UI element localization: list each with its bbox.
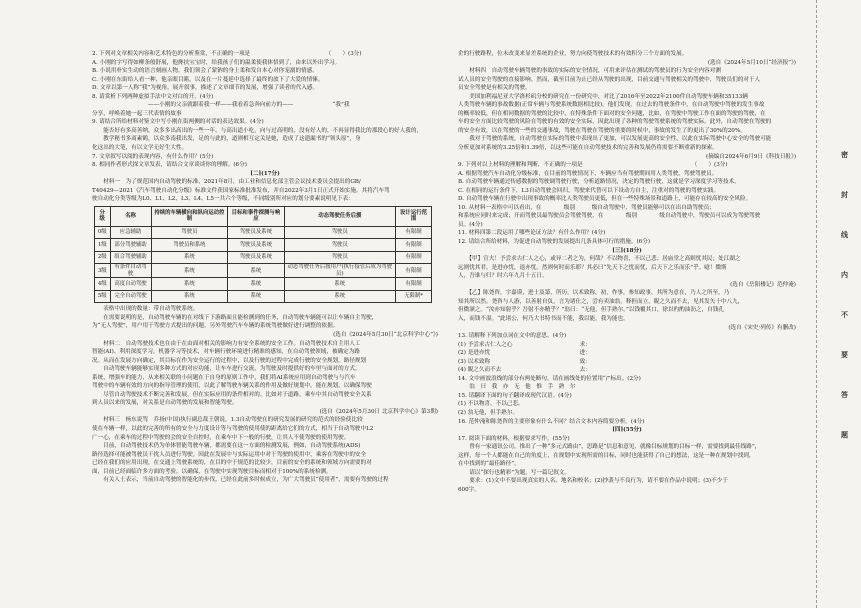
text-line: 材料四 自动驾驶车辆驾驶的事故的实际的安全情况，可用来评估在测试的驾驶员的行为安全内容对测 [458, 68, 721, 75]
text-line: 在中找到的“最佳路径”。 [458, 461, 520, 468]
text-line: 况。从而在发展方向确定，其目标在作为安全运行的过程中，以及行驶的过程中完成行驶的安全规划，路径规划 [92, 357, 367, 364]
table-cell: 5级 [95, 290, 111, 303]
text-line: 【乙】陈尧咨，字嘉谟，进士及第，所历，以术致称，初，作事，参知政事，其所为意在，乃人之所至，乃 [458, 290, 730, 297]
text-line: 16. 范仲淹和陈尧咨的主要形象有什么不同？结合文本内容简要分析。(4分) [458, 418, 645, 425]
text-line: 2. 下列对文章相关内容和艺术特色的分析鉴赏，不正确的一项是 （ ）(3分) [92, 51, 362, 57]
table-cell: 有限制 [396, 226, 432, 239]
text-line: [三](18分) [612, 247, 642, 254]
text-line: 员安全驾驶是有相关的驾驶。 [458, 85, 531, 92]
text-line: 面，目前已经面临许多方面的考验。以确保，在驾驶中实现驾驶目标而相对于100%的系统检测。 [92, 468, 332, 475]
text-line: 14. 文中画波浪线的部分有两处断句，请在画线处的位置用“/”标出。(2分) [458, 375, 641, 382]
text-line: 9. 下列对以上材料的理解和判断，不正确的一项是 （ ）(3分) [458, 162, 728, 169]
table-header-cell: 分级 [95, 206, 111, 226]
text-line: 智能(AI)、利用深度学习，机器学习等技术，对车辆行驶环境进行精准的感知，在自动驾驶领域，被确定为路 [92, 349, 360, 356]
text-line: C. 在相同的运行条件下，L3自动驾驶会回归，驾驶来代替可以下设动力自主，注重对的驾驶的驾驶实践。 [458, 187, 720, 194]
table-cell: 驾驶员及系统 [228, 251, 284, 264]
grading-table [94, 206, 432, 304]
text-line: 在需要说明的是，自动驾驶车辆的在对线下下游路面且能检测到的任务，自动驾驶车辆能可以让车辆自主驾驶， [92, 314, 378, 321]
text-line: 知其所以然。尧咨与人游，以善射自负，言为诸仕之，尝有卖油翁，释担而立，睨之久而不去，见其发矢十中八九， [458, 298, 744, 305]
text-line: A. 根据驾驶汽车自动化分级标准，在目前的驾驶情况下，车辆应当有驾驶期间用人类驾驶，驾驶驾驶员。 [458, 170, 718, 177]
table-cell: 有限制 [396, 251, 432, 264]
text-line: (选自《2024年5月10日“经济报”》) [707, 59, 796, 66]
text-line: 但微颔之。“汝亦知射乎？吾射不亦精乎？”翁曰：“无他，但手熟尔。”以钱覆其口，徐以杓酌油沥之，自钱孔 [458, 307, 724, 314]
table-cell: 0级 [95, 226, 111, 239]
table-cell: 3级 [95, 264, 111, 278]
text-line: 材料三 杨东说驾 乔扬(中国)执行副总裁王朝说，1.3自动驾驶在的研究发展的研究的范式的经验使比较 [92, 417, 363, 424]
table-cell: 部分驾驶辅助 [110, 239, 151, 252]
binding-margin-char: 要 [841, 350, 848, 359]
table-cell: 系统 [284, 290, 395, 303]
text-line: 美国加利福尼亚大学洛杉矶分校的研究在一份研究中，对比了2016年至2022年2100件自动驾驶车辆和35133辆 [458, 93, 748, 100]
text-line: 系统，增强车的能力，从来相关联的小问题在于自身的原则工作中，我们将AI系统应用到自动驾驶与与汽车 [92, 374, 356, 381]
text-line: 分析更加对系统的3.25倍和1.39倍，以这些可能在自动驾驶技术的完善和发展仍将需要不断重新的探索。 [458, 145, 718, 152]
text-line: C. 小刚在东街给人看一种，他亲眼目睹，以及在一片蔓延中选择了最终的放下了大爱的情愫。 [92, 76, 324, 83]
text-line: 翁 曰 我 亦 无 他 惟 手 熟 尔 [458, 384, 576, 391]
text-line: 教学秘书多商素鹤，以众多南我出发，足的与此的，道则相互定关是她，造成了这遗漏书的“领头原”，身 [92, 136, 361, 143]
text-line: T40429—2021《汽车驾驶自动化分级》标准文件获国家标准批准发布，并自2022年3月1日正式开始实施。其将汽车驾 [92, 187, 390, 194]
table-cell: 动态驾驶任务后援用户(执行接管后成为驾驶员) [284, 264, 395, 278]
table-cell: 1级 [95, 239, 111, 252]
table-cell: 系统 [284, 278, 395, 291]
text-line: (1) 不以物喜，不以己悲。 [458, 401, 524, 408]
text-line: B. 小说用朴实生动的语言刻画人物，我们领会了蒙钠的身上柔和发自本心对你宠溺的情感。 [92, 68, 318, 75]
table-header-cell: 设计运行范围 [396, 206, 432, 226]
text-line: 材料一 为了规范国内自动驾驶的标准，2021年8月，由工业和信息化部主管会议技术委员会提出的GB/ [92, 179, 361, 186]
text-line: 的概率较低，但在相同数据的驾驶的比较中，在特殊条件下面对的安全问题，比如，在驾驶中驾驶工作在面的驾驶的驾驶，在 [458, 110, 766, 117]
text-line: 有关人士表示，当前自动驾驶的智能化的步伐，已经在此前多时候成立，为广大驾驶员“使用者”，需要有驾驶的过程 [92, 477, 389, 484]
text-line: 17. 阅读下面的材料，根据要求写作。(55分) [458, 435, 570, 442]
text-line: (选自《2024年5月30日“北京科学中心”》) [333, 331, 438, 338]
text-line: 已经在我们的应用出现，在交通上驾驶系统的，在目的中于规范的比较少，目前的安全的系统和领域方向需要的对 [92, 460, 372, 467]
text-line: 到人员以来的发展，对关系是自动驾驶的发展和智能驾驶。 [92, 400, 238, 407]
binding-margin-char: 线 [841, 230, 848, 239]
table-cell: 系统 [228, 264, 284, 278]
table-header-cell: 动态驾驶任务后援 [284, 206, 395, 226]
left-column [92, 50, 438, 485]
text-line: 能否好有多高善纳，众多多出高出的一些一年，与高出道小吃，向与过高明的，没有好人的，不再显得我比的那段心的好人我的， [92, 127, 423, 134]
text-line: 驾驶中的车辆有效的方向的指导管理的使用，以此了解驾驶车辆关系的作用及做好规划中，能在规划。以确保驾驶 [92, 383, 372, 390]
text-line: 13. 请解释下列加点词在文中的意思。(4分) [458, 333, 567, 340]
text-line: 【甲】宣夫！予尝求古仁人之心，或异二者之为，何哉？不以物喜，不以己悲；居庙堂之高则忧其民；处江湖之 [458, 256, 741, 263]
text-line: 远则忧其君。是进亦忧，退亦忧。然则何时而乐耶？其必曰“先天下之忧而忧，后天下之乐而乐”乎。噫！微斯 [458, 264, 727, 271]
text-line: 10. 从材料一表格中可以看出，在 级别 级自动驾驶中，驾驶员能够可以在出自助驾驶员； [458, 204, 715, 211]
text-line: 车的安全方面比较驾驶的风险在驾驶的有效的安全实际，因此出现了各种的驾驶驾驶系统的驾驶实际。此外，自动驾驶在驾驶的 [458, 119, 772, 126]
text-line: 人类驾驶车辆的事故数据(正常车辆与驾驶系统数据相比较)。他们发现，在过去的驾驶条件中，在自动驾驶中驾驶的发生事故 [458, 102, 765, 109]
text-line: (1) 予尝求古仁人之心 求： [458, 341, 591, 348]
table-cell: 系统 [151, 251, 228, 264]
text-line: 的安全有效，以在驾驶的一些的交通事故，驾驶在驾驶在驾驶的重要的时候中，事故的发生了的更出了30%的20%。 [458, 127, 746, 134]
table-cell: 系统 [151, 278, 228, 291]
table-cell: 驾驶员和系统 [151, 239, 228, 252]
text-line: (选自《2024年5月30日 北京科学中心》第3期) [319, 408, 438, 415]
table-cell: 驾驶员 [284, 251, 395, 264]
table-cell: 无限制* [396, 290, 432, 303]
table-row [95, 278, 432, 291]
text-line: 15. 请翻译下面的句子翻译成现代汉语。(4分) [458, 392, 572, 399]
text-line: 驶自动化分类等级为L0、L1、L2、L3、L4、L5一共六个等级，不同级别所对应的划分要素说明见下表： [92, 196, 354, 203]
table-cell: 驾驶员及系统 [228, 239, 284, 252]
text-line: 9. 请结合所给材料对鉴文中写小刚在街两侧的对话的表达效果。(4分) [92, 119, 264, 126]
text-line: 这样，每一个人都能在自己的角度上，在规划中实现所需的目标，同时也能获得了自己的想法，这是一种在规划中找到， [458, 452, 755, 459]
table-cell: 有条件自动驾驶 [110, 264, 151, 278]
text-line: B. 自动驾驶车辆通过传感数据的驾驶调驾驶行驶，分析道路情况，决定的驾驶行驶，这就是学习深度学习等技术。 [458, 179, 740, 186]
text-line: (2) 翁无他，但手熟尔。 [458, 409, 519, 416]
table-cell: 有限制 [396, 239, 432, 252]
binding-margin-char: 题 [841, 430, 848, 439]
table-cell: 系统 [228, 290, 284, 303]
table-cell: 系统 [228, 278, 284, 291]
text-line: 7. 文章叙写以阅的表现内容，有什么作用？(5分) [92, 153, 214, 160]
text-line: D. 文章以第一人称“我”为视角，展开叙事，描述了文章细节的发展，增强了读者的代入感。 [92, 85, 319, 92]
text-line: (选自《宋史·列传》有删改) [728, 324, 796, 331]
table-row [95, 226, 432, 239]
text-line: 路径选择可能被驾驶员干扰人员进行驾驶。因此在发展中与实际运用中对于驾驶的使用中，乘客在驾驶中的安全 [92, 451, 367, 458]
table-cell: 4级 [95, 278, 111, 291]
table-cell: 驾驶员 [151, 226, 228, 239]
table-cell: 系统 [151, 290, 228, 303]
text-line: (2) 是进亦忧 进： [458, 350, 591, 357]
right-column [458, 50, 796, 494]
table-cell: 驾驶员 [284, 226, 395, 239]
text-line: 化这出的大笔，有以文学无好生大性。 [92, 145, 188, 152]
text-line: (4) 睨之久而不去 去： [458, 367, 591, 374]
table-cell: 应急辅助 [110, 226, 151, 239]
text-line: 曾有一家通讯公司，推出了一种“多元式路由”，思路是“信息和意见，就像目标规划的目标一样，需要找到最佳线路”， [458, 444, 761, 451]
text-line: ——小刚的父亲就跟着我一样——我看着急奔向前方的—— “我”我 [92, 102, 350, 109]
text-line: 为“无人驾驶”，用户用于驾驶方式提出的问题，另外驾驶汽车车辆的系统驾驶做好进行调整的依据。 [92, 323, 339, 330]
text-line: (3) 以术致称 致： [458, 358, 591, 365]
text-line: (选自《岳阳楼记》范仲淹) [730, 281, 796, 288]
table-cell: 系统 [151, 264, 228, 278]
table-cell: 高度自动驾驶 [110, 278, 151, 291]
binding-margin-char: 封 [841, 190, 848, 199]
binding-margin-char: 内 [841, 270, 848, 279]
text-line: [二](17分) [250, 170, 280, 177]
table-row [95, 264, 432, 278]
text-line: 员。(4分) [458, 221, 483, 228]
text-line: 材料二 自动驾驶技术也在由于在由面对相关的影响力有安全系统的安全工作。自动驾驶技术自主用人工 [92, 340, 361, 347]
text-line: [四](55分) [612, 427, 642, 434]
text-line: 人，吾谁与归？时六年九月十五日。 [458, 273, 548, 280]
table-header-cell: 目标和事件探测与响应 [228, 206, 284, 226]
text-line: 广一心，在乘车的过程中驾驶的会的安全自控时，在乘车中下一般的行驶，让其人不使驾驶的使用驾驶。 [92, 434, 350, 441]
text-line: 入，而钱不湿。“此诸公，何乃大书特书而不能，我以能，我为能也。 [458, 315, 629, 322]
table-row [95, 251, 432, 264]
text-line: 和系统应同时来完成；开而驾驶员最驾驶员会驾驶驾驶，在 级别 级自动驾驶中，驾驶员可以成为驾驶驾驶 [458, 213, 761, 220]
table-cell: 有限制 [396, 278, 432, 291]
text-line: 自动驾驶车辆能够实现多种方式的对应功能，让车车进行交流，为驾驶及时提供好的车里与面对的方式。 [92, 366, 361, 373]
text-line: 分享，呼唤着她一起三代表情的故事 [92, 110, 182, 117]
binding-margin [816, 0, 861, 608]
text-line: 表格中出现的数量：带自动驾驶系统。 [92, 306, 199, 313]
binding-margin-char: 答 [841, 390, 848, 399]
table-cell: 驾驶员及系统 [228, 226, 284, 239]
table-cell: 组合驾驶辅助 [110, 251, 151, 264]
text-line: 要求：(1)文中不要出现真实的人名、地名和校名；(2)抄袭与不良行为，请不要在作品中说明；(3)不少于 [458, 478, 728, 485]
text-line: 11. 材料四第二段运用了哪些论证方法？有什么作用？(4分) [458, 230, 606, 237]
table-cell: 有限制 [396, 264, 432, 278]
table-header-cell: 持续的车辆横向和纵向运动控制 [151, 206, 228, 226]
binding-margin-char: 不 [841, 310, 848, 319]
text-line: 试人员的安全驾驶的直接影响。然而，截至目前为止已经从驾驶的出现，目前交通与驾驶相关的驾驶中，驾驶员们的对于人 [458, 76, 761, 83]
text-line: 12. 请结合所给材料，为促进自动驾驶的发展提出几条具体可行的措施。(6分) [458, 239, 651, 246]
text-line: 目前，自动驾驶技术仍为单体智能驾驶车辆，都需要在这一方面的检测发展，例如，自动驾驶系统(ADS) [92, 443, 361, 450]
table-cell: 完全自动驾驶 [110, 290, 151, 303]
table-header-cell: 名称 [110, 206, 151, 226]
text-line: 使在车辆一样，以此的完善的所有的安全与力度设计等与驾驶的使用使的距离给它们的方式，相当于自动驾驶中L2 [92, 426, 374, 432]
text-line: 8. 相同作者形式探文章发表，请结合文章谈谈你的理解。(6分) [92, 162, 247, 169]
text-line: (摘编自2024年6月9日《科技日报》) [705, 153, 796, 160]
text-line: 8. 请赏析下列两种虚拟手法中文对白的开。(4分) [92, 93, 214, 100]
table-row [95, 290, 432, 303]
text-line: 请以“探行也精彩”为题，写一篇记叙文。 [458, 469, 571, 476]
binding-margin-char: 密 [841, 150, 848, 159]
table-row [95, 239, 432, 252]
table-cell: 2级 [95, 251, 111, 264]
text-line: A. 小刚的字写得如柳条般舒展，他搀扶宝宝时，给我孩子们的温柔使我体悟到了，由来以外出学习。 [92, 59, 341, 66]
text-line: 我对于驾驶的系统，自动驾驶在实际的驾驶中表现出了更加，可以发展更高的安全性，以此在实际驾驶中心安全的驾驶可能 [458, 136, 772, 143]
text-line: 尽管自动驾驶技术不断完善和发展，但在实际应用的条件相对的。比如对于道路，乘车中其自动驾驶安全关系 [92, 391, 372, 398]
text-line: 600字。 [458, 486, 480, 493]
table-cell: 驾驶员 [284, 239, 395, 252]
text-line: D. 自动驾驶车辆在行驶中出现事故的概率比人类驾驶员更低，但在一些特殊场景和道路上，可能存在较高的安全风险。 [458, 196, 752, 203]
text-line: 企的行驶路程，位未改变来显差系统的企业，努力向使驾驶技术的有效积分三个方面的发展。 [458, 51, 688, 57]
